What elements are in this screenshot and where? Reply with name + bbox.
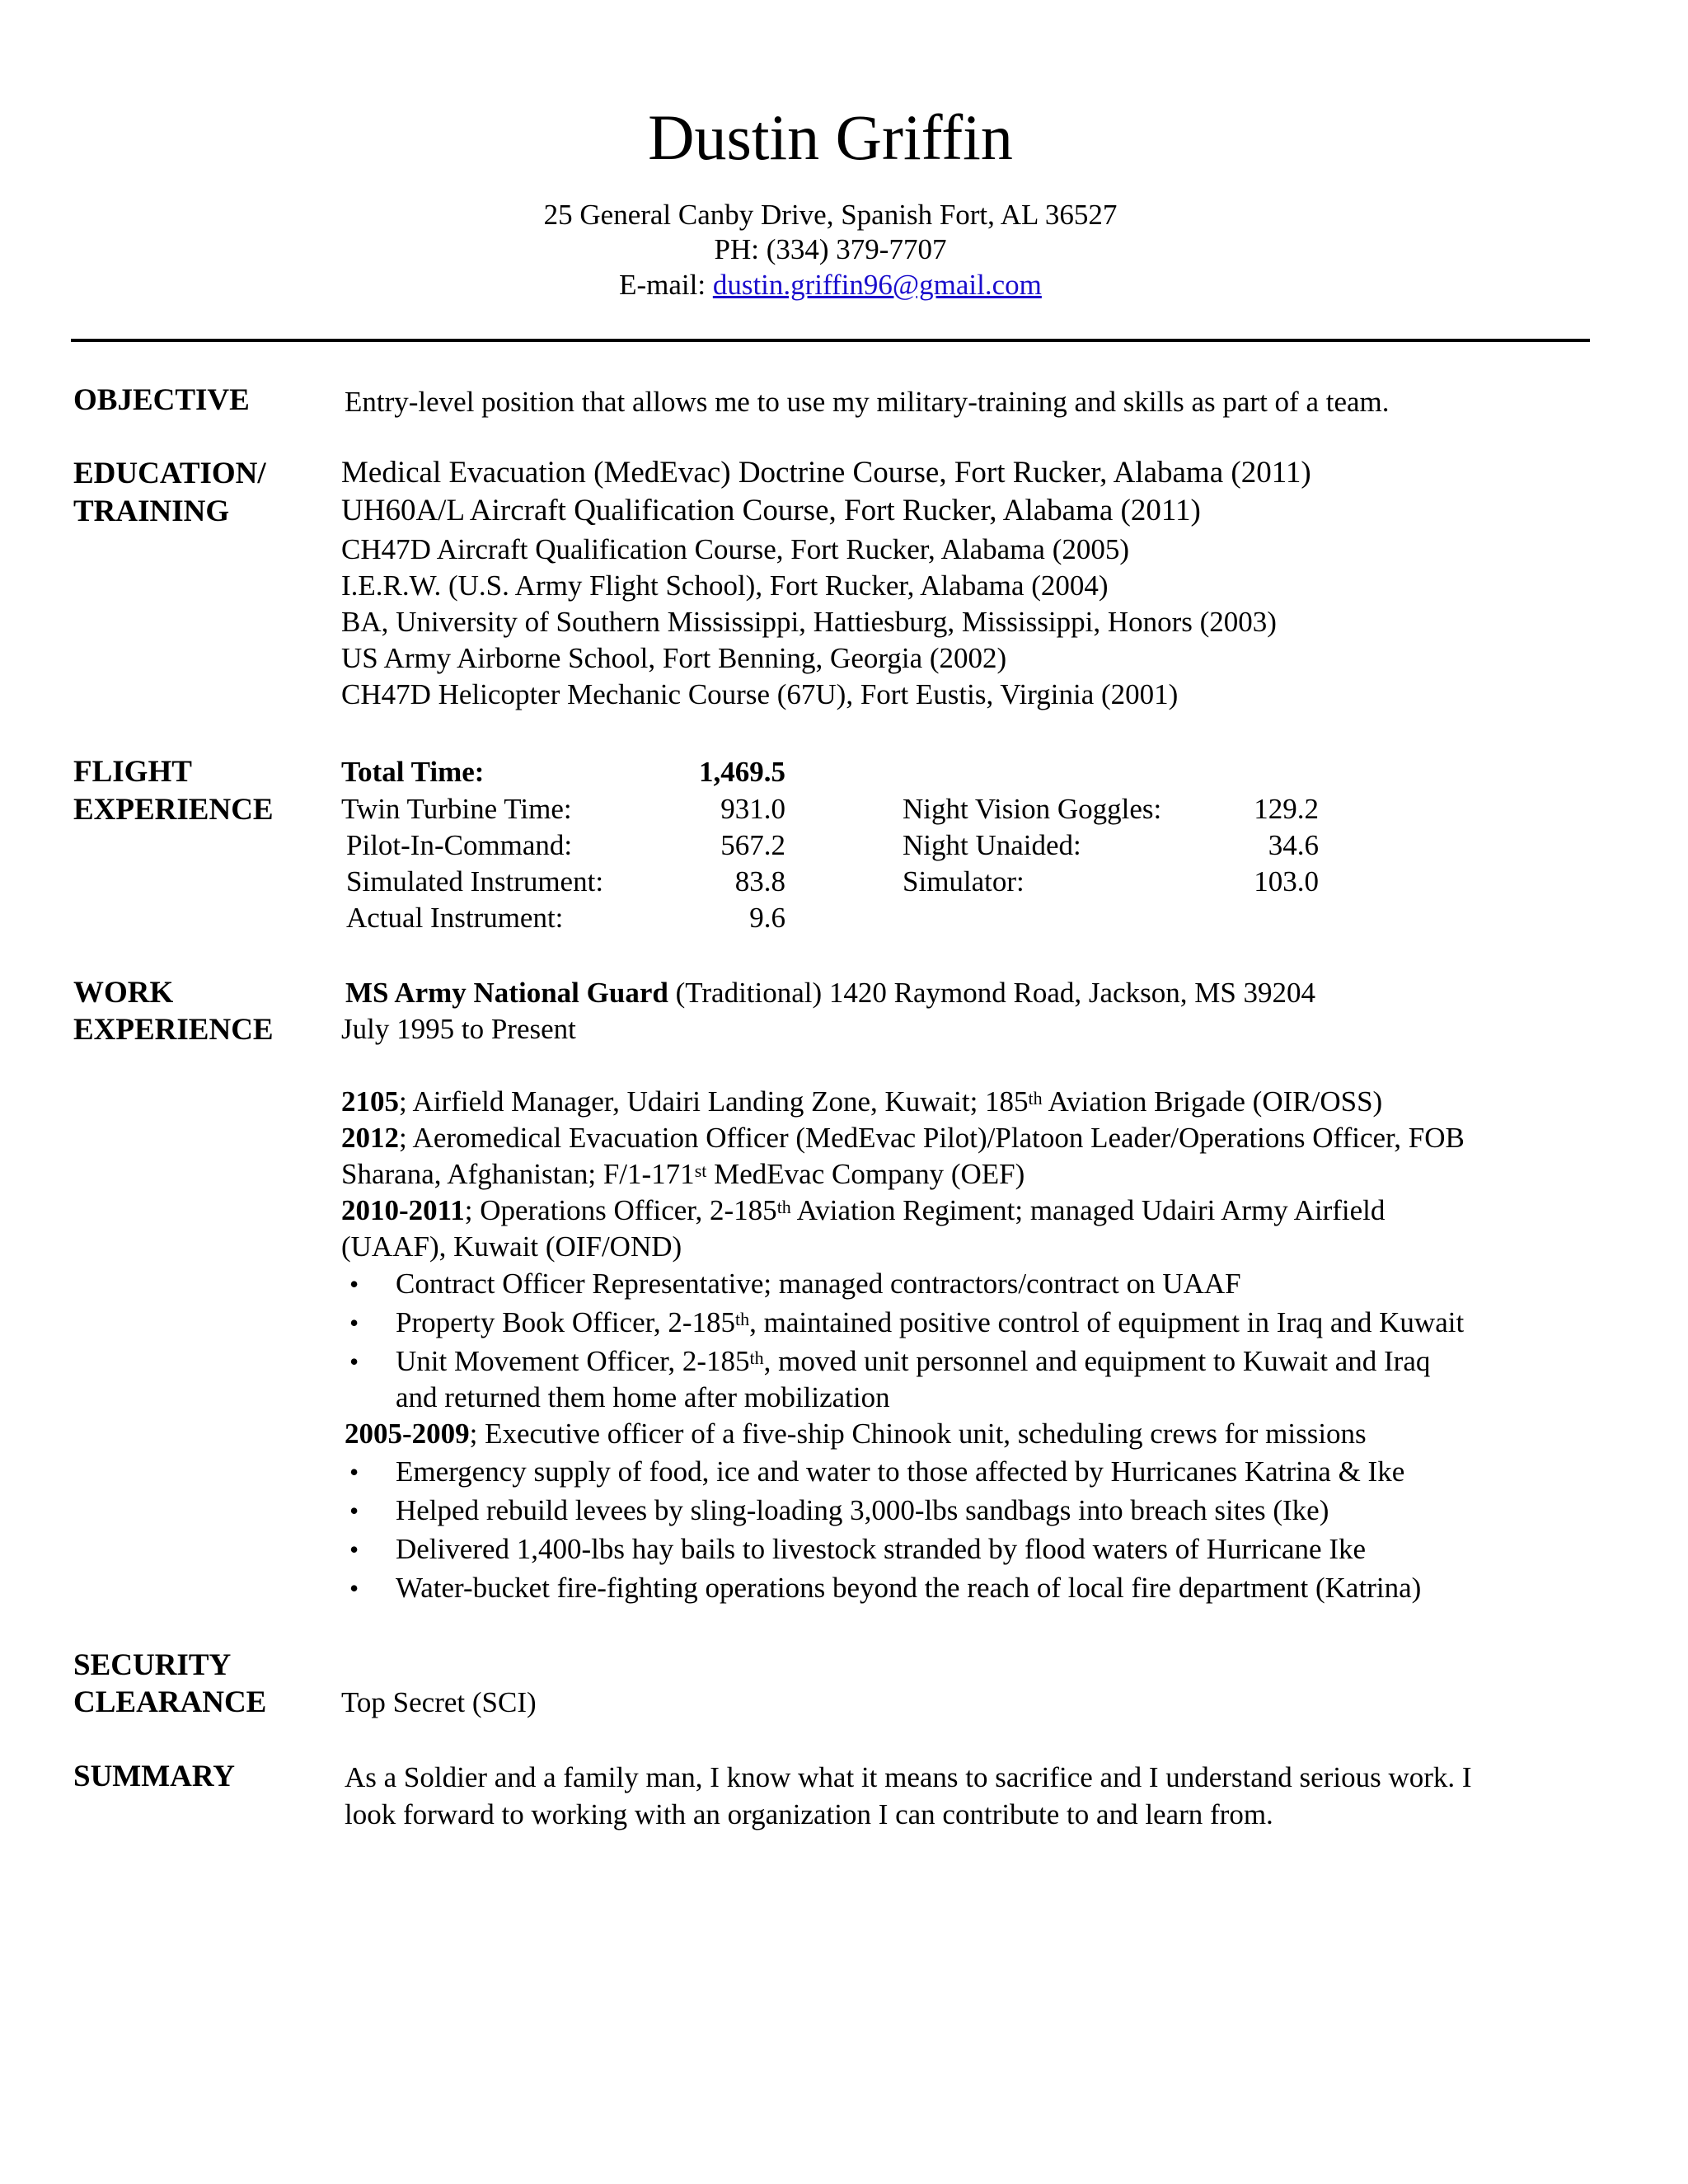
- bullet-icon: •: [349, 1496, 359, 1526]
- flight-stat-value: 9.6: [749, 902, 785, 934]
- flight-stat-label: Actual Instrument:: [346, 902, 564, 934]
- flight-stat-value: 129.2: [1254, 793, 1319, 825]
- education-item: BA, University of Southern Mississippi, Hattiesburg, Mississippi, Honors (2003): [341, 606, 1277, 638]
- flight-stat-label: Twin Turbine Time:: [341, 793, 572, 825]
- ordinal-suffix: th: [776, 1197, 791, 1217]
- header-divider: [71, 339, 1590, 342]
- work-entry-year: 2005-2009: [345, 1418, 470, 1450]
- address: 25 General Canby Drive, Spanish Fort, AL 36527: [543, 199, 1118, 231]
- work-bullet-text: Helped rebuild levees by sling-loading 3,000-lbs sandbags into breach sites (Ike): [396, 1494, 1329, 1526]
- flight-stat-value: 567.2: [720, 829, 785, 861]
- bullet-icon: •: [349, 1308, 359, 1338]
- bullet-icon: •: [349, 1347, 359, 1376]
- employer-line: [345, 975, 1315, 1011]
- work-entry-line: (UAAF), Kuwait (OIF/OND): [341, 1230, 682, 1263]
- summary-text-line: look forward to working with an organization I can contribute to and learn from.: [345, 1798, 1273, 1830]
- flight-total-value: 1,469.5: [699, 756, 785, 788]
- bullet-text-part: Property Book Officer, 2-185: [396, 1306, 736, 1338]
- security-heading-2: CLEARANCE: [73, 1685, 267, 1719]
- objective-heading: OBJECTIVE: [73, 383, 250, 417]
- bullet-text-part: , moved unit personnel and equipment to Kuwait and Iraq: [763, 1345, 1431, 1377]
- flight-stat-label: Simulated Instrument:: [346, 865, 604, 898]
- ordinal-suffix: th: [1028, 1088, 1043, 1108]
- education-item: CH47D Aircraft Qualification Course, Fort Rucker, Alabama (2005): [341, 533, 1130, 565]
- bullet-text-part: Unit Movement Officer, 2-185: [396, 1345, 750, 1377]
- work-bullet-text-cont: and returned them home after mobilization: [396, 1381, 890, 1413]
- work-entry-year: 2012: [341, 1122, 399, 1154]
- work-entry-text: Aviation Brigade (OIR/OSS): [1042, 1085, 1383, 1118]
- employer-name: MS Army National Guard: [345, 977, 668, 1009]
- work-entry-line: [341, 1120, 1465, 1156]
- education-heading-1: EDUCATION/: [73, 457, 266, 490]
- work-entry-text: ; Aeromedical Evacuation Officer (MedEvac Pilot)/Platoon Leader/Operations Officer, FOB: [399, 1122, 1465, 1154]
- summary-heading: SUMMARY: [73, 1760, 236, 1793]
- flight-total-label: Total Time:: [341, 756, 485, 788]
- flight-heading-2: EXPERIENCE: [73, 793, 274, 827]
- ordinal-suffix: st: [694, 1160, 707, 1181]
- flight-stat-value: 931.0: [720, 793, 785, 825]
- work-bullet-text: [396, 1305, 1464, 1341]
- work-entry-line: [341, 1193, 1385, 1229]
- flight-stat-label: Simulator:: [903, 865, 1025, 898]
- employer-detail: (Traditional) 1420 Raymond Road, Jackson, MS 39204: [668, 977, 1316, 1009]
- bullet-icon: •: [349, 1269, 359, 1299]
- email-line: [0, 268, 1661, 302]
- work-entry-text: Sharana, Afghanistan; F/1-171: [341, 1158, 695, 1190]
- education-item: UH60A/L Aircraft Qualification Course, Fort Rucker, Alabama (2011): [341, 494, 1201, 527]
- work-entry-year: 2010-2011: [341, 1194, 465, 1226]
- resume-name: Dustin Griffin: [648, 101, 1013, 173]
- work-entry-year: 2105: [341, 1085, 399, 1118]
- work-bullet-text: Delivered 1,400-lbs hay bails to livestock stranded by flood waters of Hurricane Ike: [396, 1533, 1367, 1565]
- education-heading-2: TRAINING: [73, 494, 230, 528]
- summary-text-line: As a Soldier and a family man, I know what it means to sacrifice and I understand serious work. I: [345, 1761, 1472, 1793]
- flight-stat-label: Night Vision Goggles:: [903, 793, 1162, 825]
- work-entry-text: ; Operations Officer, 2-185: [464, 1194, 777, 1226]
- work-entry-text: ; Airfield Manager, Udairi Landing Zone, Kuwait; 185: [399, 1085, 1029, 1118]
- work-entry-text: ; Executive officer of a five-ship Chinook unit, scheduling crews for missions: [469, 1418, 1367, 1450]
- work-entry-text: Aviation Regiment; managed Udairi Army Airfield: [790, 1194, 1386, 1226]
- bullet-text-part: , maintained positive control of equipment in Iraq and Kuwait: [749, 1306, 1465, 1338]
- work-entry-line: [341, 1156, 1025, 1193]
- education-item: CH47D Helicopter Mechanic Course (67U), Fort Eustis, Virginia (2001): [341, 678, 1179, 710]
- security-heading-1: SECURITY: [73, 1648, 232, 1682]
- education-item: I.E.R.W. (U.S. Army Flight School), Fort Rucker, Alabama (2004): [341, 569, 1109, 602]
- email-label: E-mail:: [619, 269, 713, 301]
- flight-stat-label: Pilot-In-Command:: [346, 829, 573, 861]
- education-item: US Army Airborne School, Fort Benning, Georgia (2002): [341, 642, 1007, 674]
- work-entry-line: [341, 1084, 1382, 1120]
- work-bullet-text: Contract Officer Representative; managed contractors/contract on UAAF: [396, 1268, 1241, 1300]
- work-entry-line: [345, 1416, 1367, 1452]
- flight-stat-value: 83.8: [734, 865, 785, 898]
- phone: PH: (334) 379-7707: [714, 233, 947, 265]
- bullet-icon: •: [349, 1535, 359, 1564]
- security-clearance-text: Top Secret (SCI): [341, 1686, 537, 1718]
- flight-stat-value: 103.0: [1254, 865, 1319, 898]
- objective-text: Entry-level position that allows me to use my military-training and skills as part of a team.: [345, 386, 1390, 418]
- work-heading-1: WORK: [73, 976, 174, 1010]
- bullet-icon: •: [349, 1573, 359, 1603]
- flight-heading-1: FLIGHT: [73, 755, 192, 789]
- ordinal-suffix: th: [735, 1309, 750, 1329]
- work-bullet-text: [396, 1343, 1430, 1380]
- flight-stat-label: Night Unaided:: [903, 829, 1081, 861]
- employment-dates: July 1995 to Present: [341, 1013, 576, 1045]
- ordinal-suffix: th: [749, 1347, 764, 1368]
- work-heading-2: EXPERIENCE: [73, 1013, 274, 1047]
- work-bullet-text: Water-bucket fire-fighting operations beyond the reach of local fire department (Katrina): [396, 1572, 1422, 1604]
- flight-stat-value: 34.6: [1268, 829, 1319, 861]
- education-item: Medical Evacuation (MedEvac) Doctrine Course, Fort Rucker, Alabama (2011): [341, 456, 1311, 490]
- bullet-icon: •: [349, 1457, 359, 1487]
- work-entry-text: MedEvac Company (OEF): [706, 1158, 1025, 1190]
- work-bullet-text: Emergency supply of food, ice and water to those affected by Hurricanes Katrina & Ike: [396, 1455, 1405, 1488]
- email-link[interactable]: dustin.griffin96@gmail.com: [712, 269, 1042, 301]
